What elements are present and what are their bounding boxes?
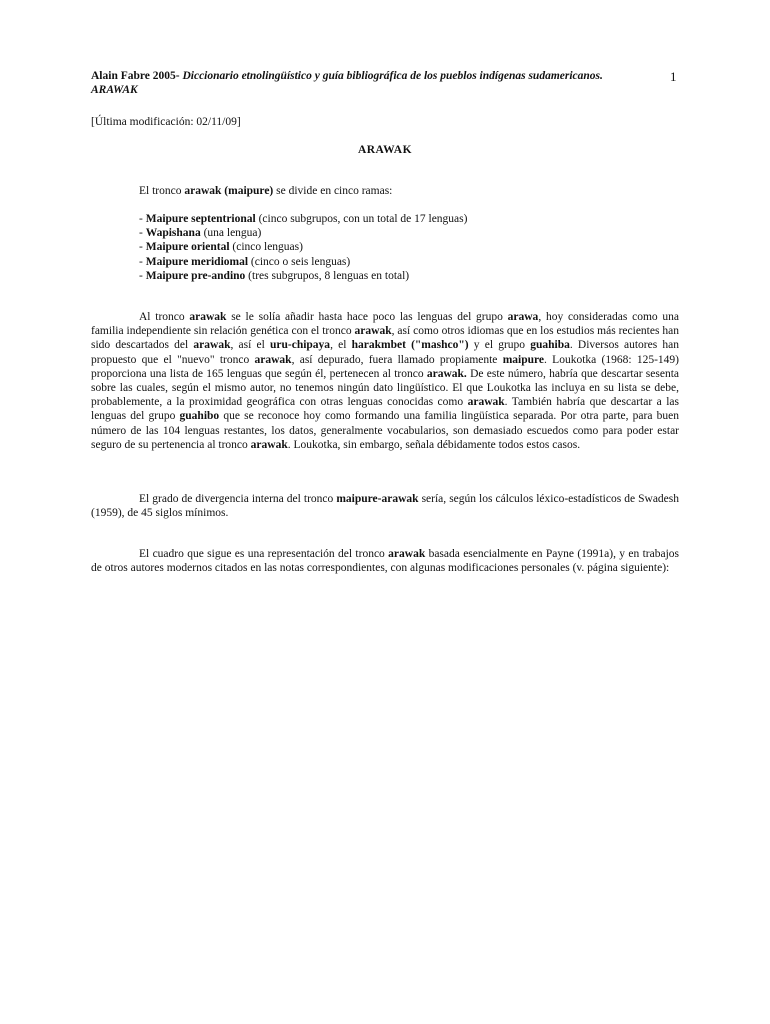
branch-item [139,255,467,269]
bold-term: guahiba [530,339,570,352]
document-header [91,69,611,97]
text-run: . Loukotka, sin embargo, señala débidamente todos estos casos. [287,438,581,451]
text-run: De este número, habría que descartar sesenta sobre las cuales, según el mismo autor, no tenemos ningún dato lingüístico. El que Loukotka las incluya en su lista se debe, probablemente, a la proximidad geográfica con otras lenguas conocidas como [91,367,679,409]
bold-term: arawa [507,311,539,323]
bold-term: arawak [467,396,505,409]
branch-detail: (tres subgrupos, 8 lenguas en total) [245,269,410,282]
text-run: , hoy consideradas como una familia independiente sin relación genética con el tronco [91,311,679,338]
intro-text: El tronco [139,185,185,197]
branch-list [139,212,467,283]
branch-bullet: - [139,269,146,282]
branch-bullet: - [139,213,146,225]
branch-item [139,226,467,240]
bold-term: arawak [354,325,392,338]
bold-term: arawak. [426,367,467,380]
text-run: , así depurado, fuera llamado propiamente [291,353,503,366]
text-run: El cuadro que sigue es una representación del tronco [139,548,389,560]
text-run: , así como otros idiomas que en los estudios más recientes han sido descartados del [91,325,679,352]
section-heading: ARAWAK [357,144,413,156]
bold-term: uru-chipaya [269,339,331,352]
text-run: basada esencialmente en Payne (1991a), y en trabajos de otros autores modernos citados en las notas correspondientes, con algunas modificaciones personales (v. página siguiente): [91,548,680,575]
branch-name: Maipure septentrional [145,213,256,225]
branch-detail: (cinco o seis lenguas) [248,255,351,268]
bold-term: arawak [250,438,288,451]
branch-name: Maipure meridiomal [145,255,249,268]
branch-detail: (cinco lenguas) [229,241,303,254]
text-run: , así el [230,339,270,352]
branch-item [139,212,467,226]
branch-bullet: - [139,227,146,240]
text-run: y el grupo [468,339,531,352]
bold-term: arawak [193,339,231,352]
paragraph-divergence [91,492,679,520]
bold-term: guahibo [179,410,220,423]
bold-term: arawak [189,311,227,323]
intro-term: arawak (maipure) [184,185,274,197]
bold-term: maipure [502,353,545,366]
text-run: El grado de divergencia interna del tronco [139,493,337,505]
last-modified-note: [Última modificación: 02/11/09] [91,116,241,128]
text-run: Al tronco [139,311,190,323]
text-run: se le solía añadir hasta hace poco las lenguas del grupo [226,311,508,323]
text-run: . Diversos autores han propuesto que el "nuevo" tronco [91,339,679,366]
page-number: 1 [670,69,677,84]
text-run: sería, según los cálculos léxico-estadísticos de Swadesh (1959), de 45 siglos mínimos. [91,493,680,520]
intro-line [139,184,392,198]
branch-item [139,269,467,283]
text-run: que se reconoce hoy como formando una familia lingüística separada. Por otra parte, para buen número de las 104 lenguas restantes, los datos, generalmente vocabularios, son demasiado escuedos como para poder estar seguro de su pertenencia al tronco [91,410,679,451]
branch-bullet: - [139,255,146,268]
text-run: . También habría que descartar a las lenguas del grupo [91,396,679,423]
bold-term: arawak [254,353,292,366]
intro-text: se divide en cinco ramas: [273,185,393,197]
branch-name: Maipure pre-andino [145,269,246,282]
paragraph-chart-intro [91,547,679,575]
text-run: . Loukotka (1968: 125-149) proporciona una lista de 165 lenguas que según él, pertenecen al tronco [91,353,679,380]
branch-name: Wapishana [145,227,201,240]
bold-term: arawak [388,548,426,560]
header-title: Diccionario etnolingüístico y guía bibliográfica de los pueblos indígenas sudamericanos. ARAWAK [91,70,603,96]
branch-detail: (una lengua) [200,227,262,240]
bold-term: maipure-arawak [336,493,419,505]
text-run: , el [330,339,352,352]
bold-term: harakmbet ("mashco") [351,339,469,352]
branch-detail: (cinco subgrupos, con un total de 17 lenguas) [255,213,468,225]
branch-item [139,240,467,254]
paragraph-arawak-history [91,310,679,452]
branch-bullet: - [139,241,146,254]
branch-name: Maipure oriental [145,241,230,254]
header-author: Alain Fabre 2005- [91,70,180,82]
